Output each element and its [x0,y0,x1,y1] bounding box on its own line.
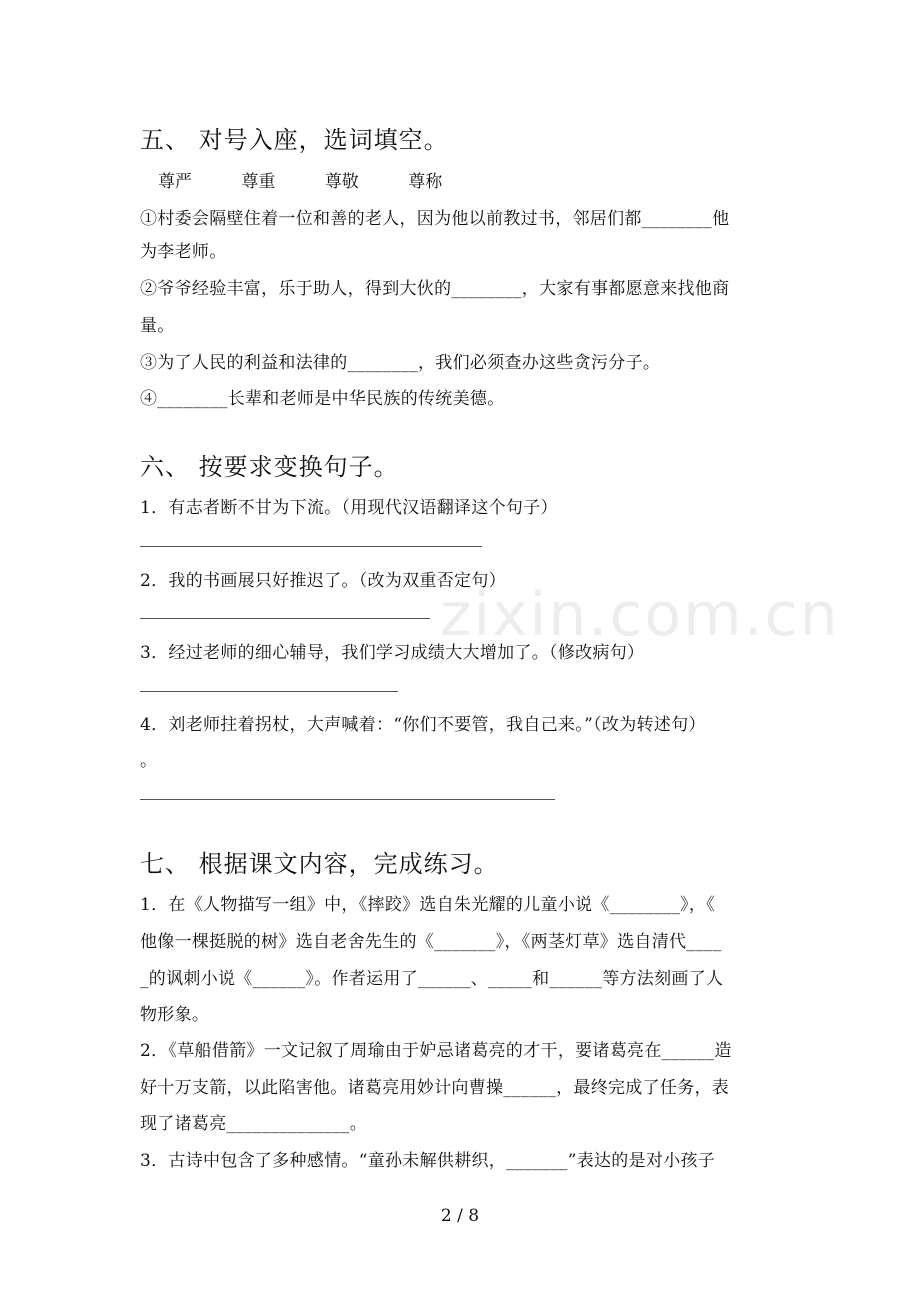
answer-line [140,691,398,692]
question-line: 1．有志者断不甘为下流。（用现代汉语翻译这个句子） [140,498,558,518]
question-line: ①村委会隔壁住着一位和善的老人，因为他以前教过书，邻居们都________他 [140,209,730,229]
question-line: _的讽刺小说《______》。作者运用了______、_____和______等方法刻画了人 [140,969,724,989]
section-7-title: 七、 根据课文内容，完成练习。 [140,850,499,878]
question-line: 。 [140,751,158,771]
answer-line [140,799,555,800]
question-line: 物形象。 [140,1005,210,1025]
question-line: ②爷爷经验丰富，乐于助人，得到大伙的________，大家有事都愿意来找他商 [140,279,730,299]
word-option: 尊敬 [324,172,359,192]
question-line: 好十万支箭，以此陷害他。诸葛亮用妙计向曹操______，最终完成了任务，表 [140,1078,730,1098]
question-line: 2．我的书画展只好推迟了。（改为双重否定句） [140,571,506,591]
question-line: ④________长辈和老师是中华民族的传统美德。 [140,389,505,409]
question-line: 3．古诗中包含了多种感情。“童孙未解供耕织，_______”表达的是对小孩子 [140,1151,716,1171]
section-5-title: 五、 对号入座，选词填空。 [140,126,449,154]
answer-line [140,546,482,547]
question-line: 3．经过老师的细心辅导，我们学习成绩大大增加了。（修改病句） [140,643,645,663]
answer-line [140,618,430,619]
question-line: 他像一棵挺脱的树》选自老舍先生的《_______》，《两茎灯草》选自清代____ [140,932,722,952]
watermark: zixin.com.cn [440,580,840,650]
question-line: 量。 [140,316,175,336]
question-line: 为李老师。 [140,242,227,262]
word-option: 尊重 [241,172,276,192]
word-option: 尊严 [158,172,192,192]
word-option: 尊称 [408,172,443,192]
page-number: 2 / 8 [440,1206,480,1226]
question-line: 4．刘老师拄着拐杖，大声喊着：“你们不要管，我自己来。”（改为转述句） [140,715,706,735]
question-line: 现了诸葛亮______________。 [140,1114,367,1134]
section-6-title: 六、 按要求变换句子。 [140,453,399,481]
question-line: 2．《草船借箭》一文记叙了周瑜由于妒忌诸葛亮的才干，要诸葛亮在______造 [140,1041,732,1061]
question-line: ③为了人民的利益和法律的________，我们必须查办这些贪污分子。 [140,353,661,373]
word-bank [158,167,486,192]
question-line: 1．在《人物描写一组》中，《摔跤》选自朱光耀的儿童小说《________》，《 [140,895,716,915]
